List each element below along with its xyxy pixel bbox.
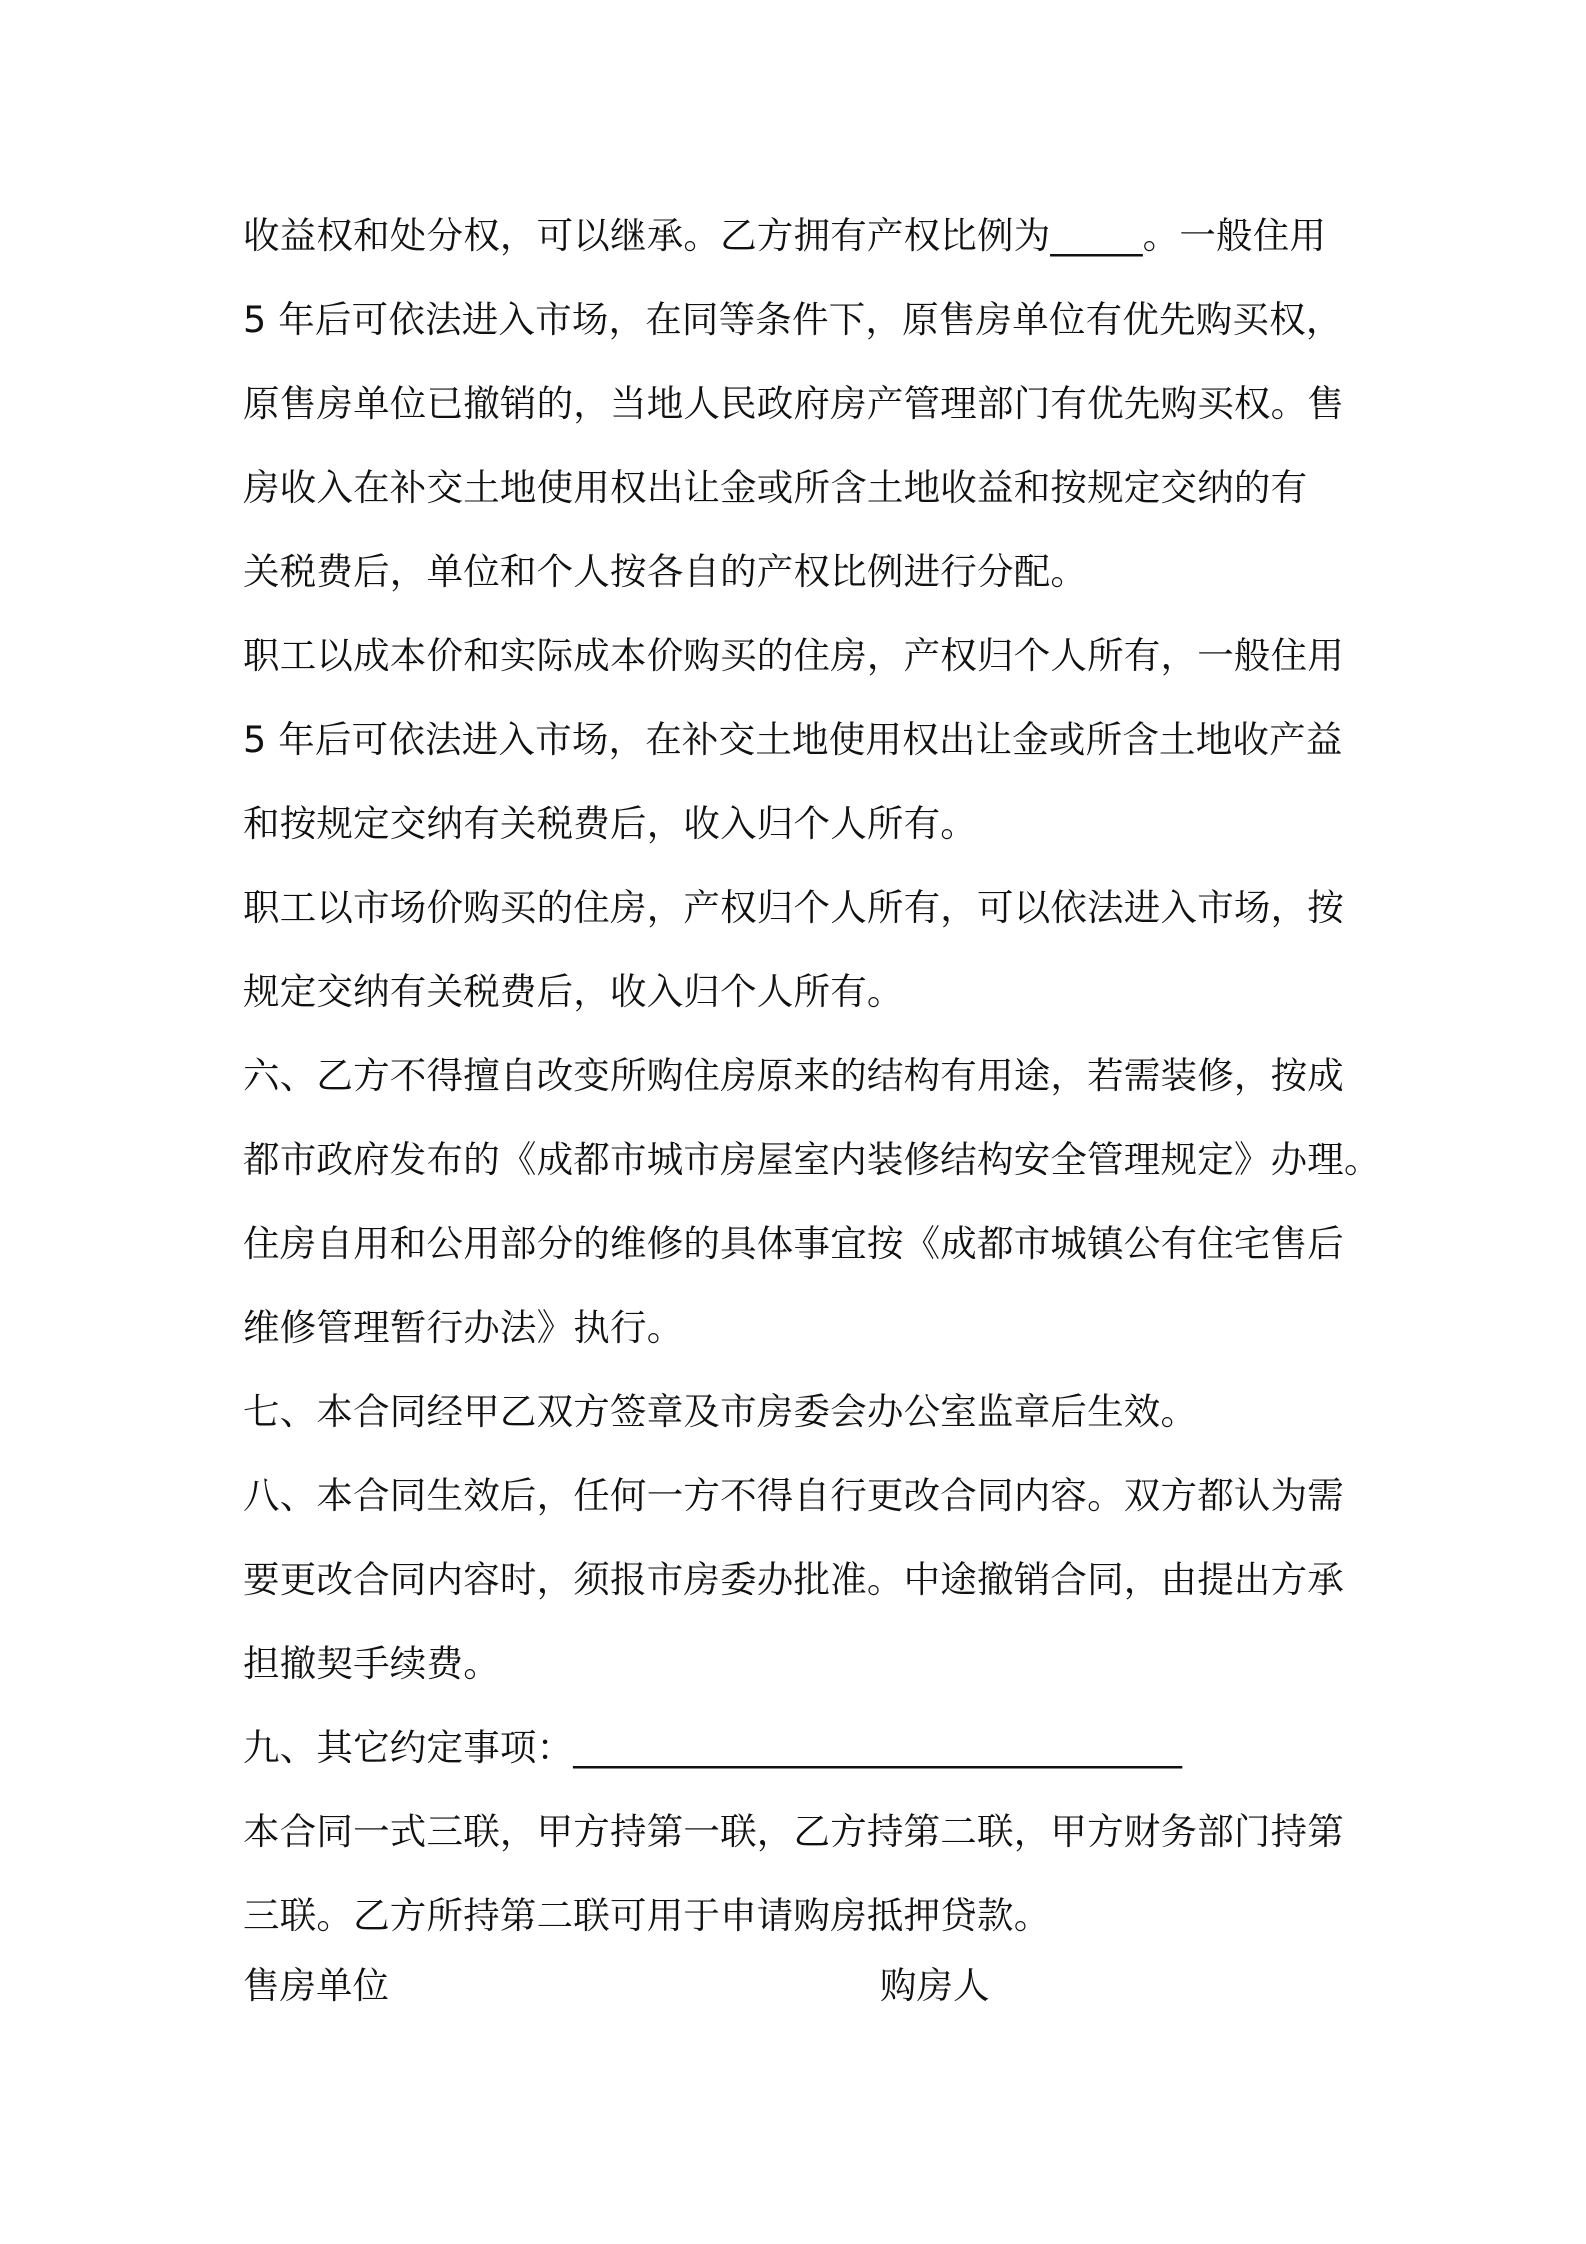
copies-note-line: 三联。乙方所持第二联可用于申请购房抵押贷款。 <box>243 1894 1051 1937</box>
text-line: 5 年后可依法进入市场，在补交土地使用权出让金或所含土地收产益 <box>243 718 1343 761</box>
clause-8-line: 要更改合同内容时，须报市房委办批准。中途撤销合同，由提出方承 <box>243 1558 1344 1601</box>
clause-6-line: 都市政府发布的《成都市城市房屋室内装修结构安全管理规定》办理。 <box>243 1138 1381 1181</box>
clause-8-line: 担撤契手续费。 <box>243 1642 500 1685</box>
contract-body <box>243 194 1381 1958</box>
seller-signature-label: 售房单位 <box>243 1964 389 2007</box>
clause-6-line: 住房自用和公用部分的维修的具体事宜按《成都市城镇公有住宅售后 <box>243 1222 1344 1265</box>
text-line: 收益权和处分权，可以继承。乙方拥有产权比例为_____。一般住用 <box>243 214 1327 257</box>
clause-8-line: 八、本合同生效后，任何一方不得自行更改合同内容。双方都认为需 <box>243 1474 1344 1517</box>
text-line: 关税费后，单位和个人按各自的产权比例进行分配。 <box>243 550 1088 593</box>
clause-6-line: 六、乙方不得擅自改变所购住房原来的结构有用途，若需装修，按成 <box>243 1054 1344 1097</box>
text-line: 规定交纳有关税费后，收入归个人所有。 <box>243 970 904 1013</box>
clause-7-line: 七、本合同经甲乙双方签章及市房委会办公室监章后生效。 <box>243 1390 1198 1433</box>
text-line: 5 年后可依法进入市场，在同等条件下，原售房单位有优先购买权， <box>243 298 1343 341</box>
clause-6-line: 维修管理暂行办法》执行。 <box>243 1306 684 1349</box>
text-line: 原售房单位已撤销的，当地人民政府房产管理部门有优先购买权。售 <box>243 382 1344 425</box>
text-line: 和按规定交纳有关税费后，收入归个人所有。 <box>243 802 977 845</box>
copies-note-line: 本合同一式三联，甲方持第一联，乙方持第二联，甲方财务部门持第 <box>243 1810 1344 1853</box>
signature-row <box>243 1944 1363 2028</box>
text-line: 房收入在补交土地使用权出让金或所含土地收益和按规定交纳的有 <box>243 466 1308 509</box>
clause-9-line: 九、其它约定事项：_________________________________ <box>243 1726 1183 1769</box>
buyer-signature-label: 购房人 <box>880 1964 990 2007</box>
text-line: 职工以市场价购买的住房，产权归个人所有，可以依法进入市场，按 <box>243 886 1344 929</box>
text-line: 职工以成本价和实际成本价购买的住房，产权归个人所有，一般住用 <box>243 634 1344 677</box>
